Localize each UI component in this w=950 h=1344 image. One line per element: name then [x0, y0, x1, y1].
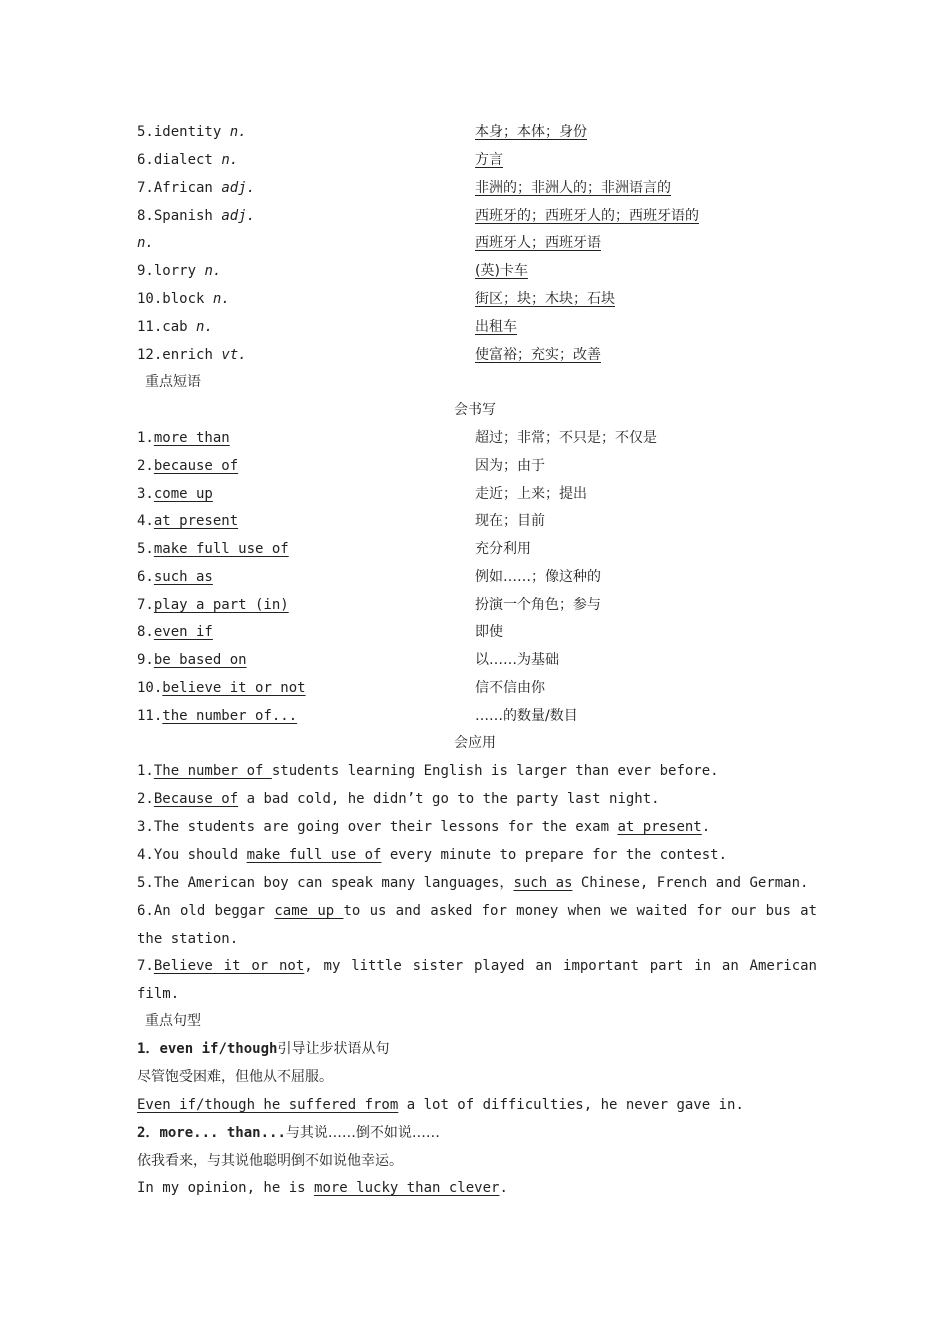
- vocab-number: 10.: [137, 291, 163, 307]
- answer-blank: such as: [513, 875, 573, 891]
- vocab-item: [137, 313, 817, 341]
- vocab-pos: n.: [212, 291, 230, 307]
- phrase-meaning: 走近；上来；提出: [475, 486, 587, 502]
- phrase-number: 9.: [137, 652, 154, 668]
- pattern-2-title: 2．more... than...与其说……倒不如说……: [137, 1125, 440, 1141]
- subheading-apply: 会应用: [454, 735, 496, 751]
- vocab-number: 7.: [137, 180, 154, 196]
- phrase-meaning: ……的数量/数目: [475, 708, 578, 724]
- vocab-item: [137, 341, 817, 369]
- vocab-number: 6.: [137, 152, 154, 168]
- vocab-word: dialect: [153, 152, 213, 168]
- vocab-word: block: [162, 291, 205, 307]
- phrase-number: 8.: [137, 624, 154, 640]
- phrase-item: [137, 507, 817, 535]
- vocab-item: [137, 146, 817, 174]
- phrase-number: 2.: [137, 458, 154, 474]
- phrase-item: [137, 674, 817, 702]
- vocab-number: 12.: [137, 347, 163, 363]
- phrase-text: such as: [153, 569, 213, 585]
- phrase-number: 3.: [137, 486, 154, 502]
- answer-blank: came up: [274, 903, 344, 919]
- phrase-item: [137, 480, 817, 508]
- pattern-1-english: Even if/though he suffered from a lot of difficulties, he never gave in.: [137, 1097, 744, 1113]
- phrase-meaning: 超过；非常；不只是；不仅是: [475, 430, 657, 446]
- subheading-write: 会书写: [454, 402, 496, 418]
- apply-sentence-4: 4.You should make full use of every minute to prepare for the contest.: [137, 847, 728, 863]
- vocab-item: [137, 229, 817, 257]
- phrase-number: 4.: [137, 513, 154, 529]
- answer-blank: Believe it or not: [153, 958, 305, 974]
- phrase-meaning: 现在；目前: [475, 513, 545, 529]
- answer-blank: more lucky than clever: [314, 1180, 500, 1196]
- phrase-text: make full use of: [153, 541, 289, 557]
- pattern-1-title: 1．even if/though引导让步状语从句: [137, 1041, 390, 1057]
- phrase-text: at present: [153, 513, 239, 529]
- phrase-item: [137, 535, 817, 563]
- vocab-pos: n.: [221, 152, 239, 168]
- vocab-pos: adj.: [221, 208, 256, 224]
- pattern-2-english: In my opinion, he is more lucky than clever.: [137, 1180, 508, 1196]
- vocab-word: enrich: [162, 347, 213, 363]
- vocab-meaning: 方言: [475, 152, 503, 168]
- phrase-item: [137, 618, 817, 646]
- phrase-text: play a part (in): [153, 597, 289, 613]
- vocab-item: [137, 202, 817, 230]
- vocab-item: [137, 174, 817, 202]
- phrase-number: 10.: [137, 680, 163, 696]
- phrase-text: believe it or not: [162, 680, 306, 696]
- phrase-text: even if: [153, 624, 213, 640]
- vocab-pos: n.: [196, 319, 213, 335]
- vocab-word: lorry: [153, 263, 197, 279]
- apply-sentence-2: 2.Because of a bad cold, he didn’t go to the party last night.: [137, 791, 660, 807]
- phrase-number: 11.: [137, 708, 163, 724]
- phrase-meaning: 因为；由于: [475, 458, 545, 474]
- apply-sentence-3: 3.The students are going over their lessons for the exam at present.: [137, 819, 711, 835]
- phrase-number: 7.: [137, 597, 154, 613]
- vocab-item: [137, 285, 817, 313]
- vocab-number: 5.: [137, 124, 154, 140]
- phrase-item: [137, 563, 817, 591]
- pattern-2-chinese: 依我看来，与其说他聪明倒不如说他幸运。: [137, 1153, 403, 1169]
- vocab-number: 11.: [137, 319, 163, 335]
- phrase-number: 5.: [137, 541, 154, 557]
- vocab-pos: vt.: [221, 347, 247, 363]
- phrase-text: more than: [153, 430, 230, 446]
- vocab-number: 9.: [137, 263, 154, 279]
- answer-blank: Because of: [153, 791, 239, 807]
- phrase-number: 6.: [137, 569, 154, 585]
- phrase-text: be based on: [153, 652, 247, 668]
- vocab-meaning: 西班牙人；西班牙语: [475, 235, 601, 251]
- vocab-word: cab: [162, 319, 188, 335]
- vocab-meaning: 本身；本体；身份: [475, 124, 587, 140]
- answer-blank: make full use of: [246, 847, 382, 863]
- vocab-pos: adj.: [221, 180, 256, 196]
- section-heading-sentences: 重点句型: [145, 1013, 201, 1029]
- vocab-item: [137, 118, 817, 146]
- apply-sentence-6: 6.An old beggar came up to us and asked for money when we waited for our bus at: [137, 903, 817, 919]
- vocab-pos: n.: [137, 235, 154, 251]
- vocab-meaning: 使富裕；充实；改善: [475, 347, 601, 363]
- vocab-pos: n.: [204, 263, 222, 279]
- pattern-1-chinese: 尽管饱受困难，但他从不屈服。: [137, 1069, 333, 1085]
- phrase-meaning: 充分利用: [475, 541, 531, 557]
- apply-sentence-5: 5.The American boy can speak many languages，such as Chinese, French and German.: [137, 875, 809, 891]
- vocab-number: 8.: [137, 208, 154, 224]
- vocab-meaning: 街区；块；木块；石块: [475, 291, 615, 307]
- vocab-word: Spanish: [153, 208, 213, 224]
- apply-sentence-6-cont: the station.: [137, 931, 239, 947]
- phrase-meaning: 信不信由你: [475, 680, 545, 696]
- phrase-text: because of: [153, 458, 239, 474]
- phrase-meaning: 例如……；像这种的: [475, 569, 601, 585]
- vocab-meaning: (英)卡车: [475, 263, 528, 279]
- phrase-meaning: 扮演一个角色；参与: [475, 597, 601, 613]
- phrase-meaning: 以……为基础: [475, 652, 559, 668]
- vocab-pos: n.: [229, 124, 247, 140]
- phrase-text: come up: [153, 486, 213, 502]
- apply-sentence-7: 7.Believe it or not, my little sister played an important part in an American: [137, 958, 817, 974]
- phrase-number: 1.: [137, 430, 154, 446]
- phrase-item: [137, 702, 817, 730]
- apply-sentence-7-cont: film.: [137, 986, 180, 1002]
- phrase-meaning: 即使: [475, 624, 503, 640]
- phrase-item: [137, 591, 817, 619]
- vocab-meaning: 非洲的；非洲人的；非洲语言的: [475, 180, 671, 196]
- vocab-meaning: 出租车: [475, 319, 517, 335]
- phrase-item: [137, 424, 817, 452]
- vocab-item: [137, 257, 817, 285]
- section-heading-phrases: 重点短语: [145, 374, 201, 390]
- apply-sentence-1: 1.The number of students learning English is larger than ever before.: [137, 763, 719, 779]
- phrase-text: the number of...: [162, 708, 298, 724]
- phrase-item: [137, 646, 817, 674]
- answer-blank: Even if/though he suffered from: [137, 1097, 399, 1113]
- answer-blank: at present: [617, 819, 702, 835]
- vocab-meaning: 西班牙的；西班牙人的；西班牙语的: [475, 208, 699, 224]
- vocab-word: African: [153, 180, 213, 196]
- phrase-item: [137, 452, 817, 480]
- answer-blank: The number of: [153, 763, 272, 779]
- vocab-word: identity: [153, 124, 222, 140]
